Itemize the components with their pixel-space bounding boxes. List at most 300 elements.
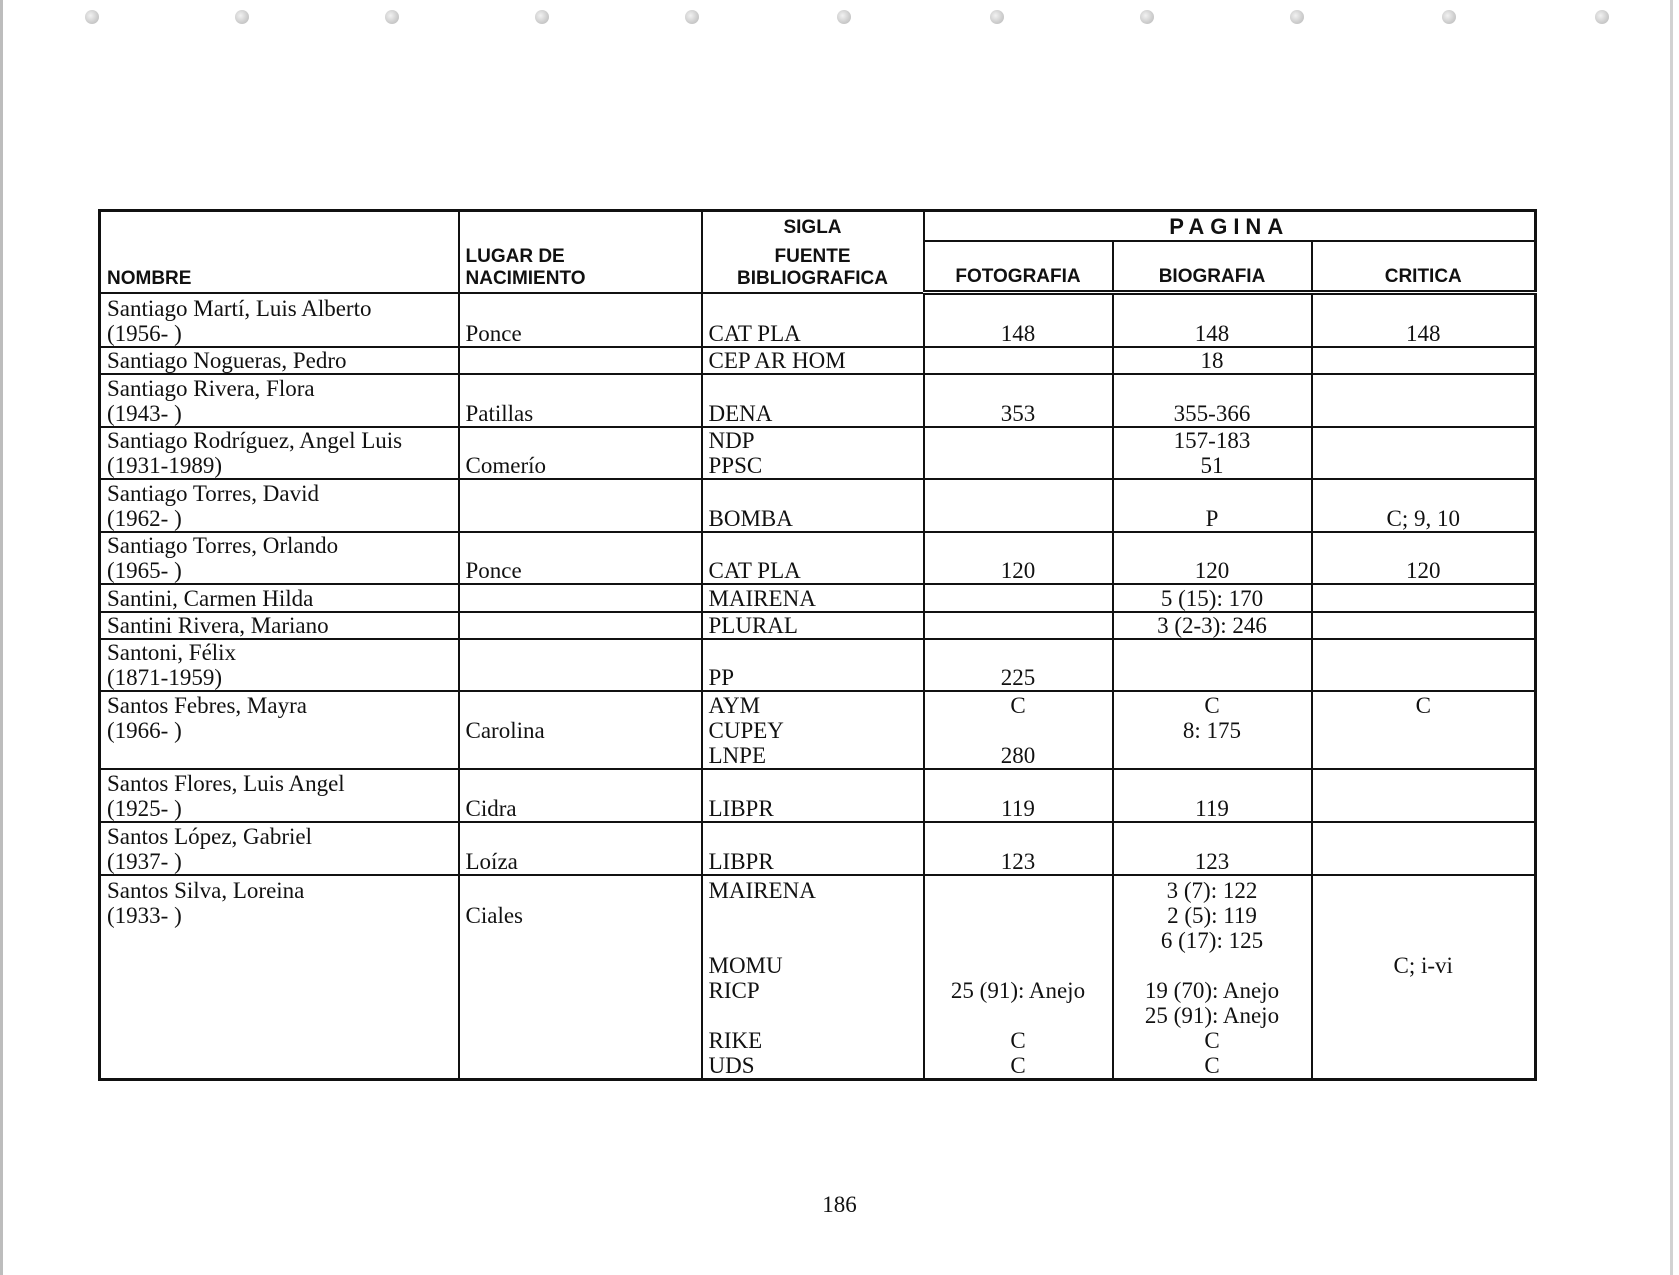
cell-fotografia <box>924 347 1113 374</box>
cell-critica-line <box>1319 771 1529 796</box>
cell-nombre-line: Santos Febres, Mayra <box>107 693 307 719</box>
cell-nombre-line: (1931-1989) <box>107 453 222 479</box>
cell-biografia-line: 51 <box>1200 453 1224 479</box>
cell-critica-line <box>1319 613 1529 638</box>
cell-fotografia-line <box>931 640 1106 665</box>
cell-biografia <box>1113 374 1312 427</box>
cell-nombre-line: (1937- ) <box>107 848 182 874</box>
cell-fotografia <box>924 639 1113 692</box>
cell-sigla-line: BOMBA <box>708 505 793 531</box>
table-row <box>100 374 1536 427</box>
cell-sigla-line: MAIRENA <box>708 585 816 611</box>
cell-biografia-line: C <box>1204 1053 1220 1078</box>
cell-fotografia-line <box>931 824 1106 849</box>
binder-hole <box>1290 10 1304 24</box>
cell-sigla-line: AYM <box>708 693 761 719</box>
cell-lugar-line: Ponce <box>465 320 522 346</box>
cell-sigla-line: CEP AR HOM <box>708 347 846 373</box>
cell-fotografia <box>924 427 1113 480</box>
cell-biografia-line: P <box>1205 505 1219 531</box>
cell-fotografia-line <box>931 613 1106 638</box>
cell-fotografia-line <box>931 348 1106 373</box>
cell-lugar-line <box>466 428 695 453</box>
cell-biografia-line: 119 <box>1195 795 1229 821</box>
table-row <box>100 691 1536 769</box>
cell-nombre-line: Santos Silva, Loreina <box>107 878 305 903</box>
cell-fotografia-line: 225 <box>1000 665 1036 691</box>
cell-lugar-line <box>466 640 695 665</box>
cell-critica-line <box>1319 453 1529 478</box>
table-row <box>100 769 1536 822</box>
cell-sigla-line <box>709 640 917 665</box>
cell-critica-line <box>1319 665 1529 690</box>
cell-fotografia-line: 353 <box>1000 400 1036 426</box>
cell-biografia-line <box>1120 296 1305 321</box>
header-sigla-line3: BIBLIOGRAFICA <box>737 267 888 289</box>
cell-biografia-line: 25 (91): Anejo <box>1144 1003 1280 1028</box>
cell-lugar-line <box>466 824 695 849</box>
cell-critica-line <box>1319 296 1529 321</box>
cell-sigla-line <box>709 481 917 506</box>
cell-critica <box>1312 612 1536 639</box>
cell-critica-line <box>1319 718 1529 743</box>
cell-lugar <box>459 691 702 769</box>
cell-lugar-line <box>466 1053 695 1078</box>
cell-biografia-line: C <box>1204 1028 1220 1053</box>
cell-critica <box>1312 293 1536 347</box>
cell-fotografia-line <box>931 376 1106 401</box>
cell-lugar <box>459 822 702 875</box>
cell-nombre <box>100 427 459 480</box>
cell-biografia-line <box>1120 953 1305 978</box>
cell-lugar-line: Loíza <box>465 848 518 874</box>
cell-biografia <box>1113 479 1312 532</box>
cell-lugar <box>459 769 702 822</box>
cell-nombre-line: Santiago Rodríguez, Angel Luis <box>107 428 403 454</box>
cell-sigla-line: LNPE <box>708 743 766 769</box>
cell-critica <box>1312 479 1536 532</box>
cell-biografia-line <box>1120 665 1305 690</box>
cell-critica-line <box>1319 376 1529 401</box>
cell-lugar-line <box>466 665 695 690</box>
cell-critica <box>1312 822 1536 875</box>
cell-critica-line: 148 <box>1406 320 1441 346</box>
cell-nombre <box>100 822 459 875</box>
cell-biografia-line: 6 (17): 125 <box>1160 928 1264 953</box>
table-row <box>100 427 1536 480</box>
cell-biografia <box>1113 822 1312 875</box>
cell-critica-line <box>1319 878 1529 903</box>
cell-biografia <box>1113 427 1312 480</box>
cell-biografia-line <box>1120 824 1305 849</box>
cell-sigla <box>702 374 924 427</box>
cell-lugar-line <box>466 878 695 903</box>
header-sigla-line2: FUENTE <box>774 245 851 267</box>
cell-nombre-line: (1871-1959) <box>107 665 222 691</box>
cell-nombre-line: Santiago Nogueras, Pedro <box>107 347 347 373</box>
cell-nombre <box>100 769 459 822</box>
cell-lugar <box>459 479 702 532</box>
cell-sigla-line <box>709 1003 917 1028</box>
cell-lugar-line <box>466 533 695 558</box>
page-left-edge <box>0 0 3 1275</box>
cell-nombre-line <box>107 953 452 978</box>
cell-sigla <box>702 612 924 639</box>
table-body <box>100 293 1536 1080</box>
cell-biografia-line: 8: 175 <box>1182 718 1242 744</box>
page-number: 186 <box>822 1192 857 1217</box>
table-row <box>100 293 1536 347</box>
cell-fotografia-line <box>931 586 1106 611</box>
cell-critica-line <box>1319 743 1529 768</box>
cell-critica-line <box>1319 903 1529 928</box>
cell-lugar-line <box>466 481 695 506</box>
cell-lugar-line <box>466 506 695 531</box>
cell-nombre-line <box>107 928 452 953</box>
cell-nombre-line: Santini Rivera, Mariano <box>107 612 329 638</box>
cell-sigla-line: UDS <box>708 1053 755 1078</box>
cell-biografia <box>1113 584 1312 611</box>
cell-biografia-line <box>1120 533 1305 558</box>
cell-lugar-line <box>466 1003 695 1028</box>
cell-biografia <box>1113 532 1312 585</box>
cell-sigla <box>702 875 924 1080</box>
cell-biografia-line <box>1120 376 1305 401</box>
cell-critica-line: C; i-vi <box>1393 953 1453 978</box>
cell-biografia <box>1113 639 1312 692</box>
cell-biografia <box>1113 875 1312 1080</box>
cell-nombre-line <box>107 1003 452 1028</box>
cell-lugar <box>459 639 702 692</box>
cell-fotografia <box>924 479 1113 532</box>
cell-biografia-line: 157-183 <box>1173 428 1251 454</box>
binder-hole <box>1140 10 1154 24</box>
cell-fotografia <box>924 875 1113 1080</box>
binder-hole <box>85 10 99 24</box>
cell-sigla-line <box>709 903 917 928</box>
bibliography-table <box>98 209 1537 1081</box>
cell-critica <box>1312 427 1536 480</box>
cell-fotografia-line <box>931 506 1106 531</box>
cell-nombre-line: (1966- ) <box>107 718 182 744</box>
cell-fotografia-line <box>931 771 1106 796</box>
cell-nombre-line: Santos Flores, Luis Angel <box>107 770 345 796</box>
cell-biografia <box>1113 612 1312 639</box>
cell-sigla-line: CUPEY <box>708 718 784 744</box>
cell-sigla <box>702 691 924 769</box>
cell-fotografia <box>924 769 1113 822</box>
cell-lugar-line <box>466 978 695 1003</box>
cell-sigla-line: PP <box>708 665 735 691</box>
cell-fotografia-line <box>931 928 1106 953</box>
binder-hole <box>1442 10 1456 24</box>
cell-lugar-line: Patillas <box>465 400 534 426</box>
cell-sigla-line <box>709 533 917 558</box>
cell-fotografia-line <box>931 453 1106 478</box>
cell-biografia-line: 5 (15): 170 <box>1160 585 1264 611</box>
cell-fotografia <box>924 532 1113 585</box>
cell-sigla-line: DENA <box>708 400 773 426</box>
cell-fotografia-line <box>931 718 1106 743</box>
cell-sigla-line <box>709 824 917 849</box>
cell-critica-line: C; 9, 10 <box>1386 505 1460 531</box>
cell-fotografia-line: 280 <box>1000 743 1036 769</box>
cell-nombre-line: Santiago Torres, David <box>107 480 319 506</box>
table-row <box>100 479 1536 532</box>
cell-sigla <box>702 293 924 347</box>
cell-sigla-line: LIBPR <box>708 848 774 874</box>
cell-critica-line <box>1319 849 1529 874</box>
cell-lugar-line <box>466 296 695 321</box>
cell-nombre-line: Santiago Martí, Luis Alberto <box>107 295 372 321</box>
binder-hole <box>535 10 549 24</box>
cell-lugar-line: Cidra <box>465 795 517 821</box>
cell-biografia-line: 120 <box>1194 558 1230 584</box>
cell-sigla-line: PLURAL <box>708 612 798 638</box>
cell-lugar-line <box>466 613 695 638</box>
cell-critica-line <box>1319 1003 1529 1028</box>
table-header <box>100 211 1536 293</box>
binder-hole <box>385 10 399 24</box>
binder-holes <box>0 10 1679 30</box>
header-lugar-line2: NACIMIENTO <box>465 267 586 289</box>
cell-sigla-line: RICP <box>708 978 760 1003</box>
cell-sigla-line <box>709 376 917 401</box>
cell-biografia <box>1113 347 1312 374</box>
cell-fotografia-line: C <box>1010 1053 1026 1078</box>
cell-fotografia-line: 119 <box>1001 795 1035 821</box>
header-pagina: PAGINA <box>924 211 1536 241</box>
cell-critica-line <box>1319 1053 1529 1078</box>
cell-nombre-line <box>107 978 452 1003</box>
binder-hole <box>837 10 851 24</box>
cell-fotografia-line: 148 <box>1000 320 1036 346</box>
header-nombre-label: NOMBRE <box>107 267 192 289</box>
header-critica: CRITICA <box>1312 241 1536 293</box>
cell-nombre-line: Santiago Torres, Orlando <box>107 533 339 559</box>
header-biografia: BIOGRAFIA <box>1113 241 1312 293</box>
cell-nombre <box>100 532 459 585</box>
cell-sigla-line: MOMU <box>708 953 783 978</box>
page-right-edge <box>1670 0 1673 1275</box>
cell-sigla-line: PPSC <box>708 453 763 479</box>
cell-biografia-line <box>1120 481 1305 506</box>
cell-nombre-line <box>107 1028 452 1053</box>
cell-lugar-line <box>466 586 695 611</box>
cell-critica-line <box>1319 586 1529 611</box>
cell-lugar <box>459 347 702 374</box>
cell-critica-line <box>1319 481 1529 506</box>
cell-nombre <box>100 639 459 692</box>
cell-nombre-line: (1925- ) <box>107 795 182 821</box>
cell-fotografia <box>924 584 1113 611</box>
binder-hole <box>1595 10 1609 24</box>
cell-nombre-line: (1965- ) <box>107 558 182 584</box>
cell-nombre-line: (1956- ) <box>107 320 182 346</box>
cell-nombre-line: (1962- ) <box>107 505 182 531</box>
cell-critica-line: 120 <box>1406 558 1441 584</box>
cell-fotografia <box>924 691 1113 769</box>
cell-fotografia-line: 120 <box>1000 558 1036 584</box>
cell-fotografia-line <box>931 1003 1106 1028</box>
cell-sigla-line: MAIRENA <box>708 878 816 903</box>
cell-nombre-line: (1943- ) <box>107 400 182 426</box>
cell-nombre <box>100 293 459 347</box>
cell-lugar-line: Ciales <box>465 903 523 928</box>
cell-critica <box>1312 875 1536 1080</box>
table-row <box>100 612 1536 639</box>
cell-sigla-line: CAT PLA <box>708 558 801 584</box>
cell-lugar <box>459 374 702 427</box>
cell-biografia <box>1113 293 1312 347</box>
cell-fotografia-line: C <box>1010 1028 1026 1053</box>
cell-biografia-line: 148 <box>1194 320 1230 346</box>
cell-fotografia-line <box>931 296 1106 321</box>
cell-critica-line <box>1319 1028 1529 1053</box>
cell-critica-line <box>1319 640 1529 665</box>
cell-nombre-line: Santos López, Gabriel <box>107 823 313 849</box>
cell-nombre <box>100 691 459 769</box>
cell-critica-line <box>1319 401 1529 426</box>
cell-critica-line: C <box>1415 693 1431 719</box>
cell-sigla <box>702 427 924 480</box>
cell-critica-line <box>1319 978 1529 1003</box>
cell-critica-line <box>1319 533 1529 558</box>
cell-fotografia <box>924 374 1113 427</box>
cell-nombre <box>100 374 459 427</box>
cell-biografia-line: 123 <box>1194 848 1230 874</box>
cell-nombre <box>100 479 459 532</box>
cell-lugar <box>459 293 702 347</box>
cell-sigla <box>702 769 924 822</box>
table-row <box>100 822 1536 875</box>
cell-lugar-line <box>466 771 695 796</box>
cell-fotografia-line: C <box>1010 693 1026 719</box>
cell-sigla-line <box>709 296 917 321</box>
header-sigla <box>702 211 924 293</box>
table-row <box>100 347 1536 374</box>
cell-critica <box>1312 639 1536 692</box>
binder-hole <box>990 10 1004 24</box>
cell-nombre <box>100 612 459 639</box>
cell-fotografia-line <box>931 533 1106 558</box>
cell-sigla <box>702 639 924 692</box>
cell-fotografia-line <box>931 953 1106 978</box>
cell-biografia-line: 19 (70): Anejo <box>1144 978 1280 1003</box>
header-fotografia: FOTOGRAFIA <box>924 241 1113 293</box>
cell-lugar-line: Comerío <box>465 453 546 479</box>
cell-sigla <box>702 479 924 532</box>
cell-nombre-line <box>107 743 452 768</box>
header-sigla-line1: SIGLA <box>783 216 842 238</box>
cell-biografia-line: 3 (2-3): 246 <box>1157 612 1267 638</box>
cell-sigla-line <box>709 928 917 953</box>
cell-nombre-line: Santoni, Félix <box>107 640 237 666</box>
cell-lugar-line <box>466 1028 695 1053</box>
cell-lugar-line <box>466 376 695 401</box>
cell-sigla-line: NDP <box>708 428 755 454</box>
binder-hole <box>685 10 699 24</box>
cell-biografia-line <box>1120 743 1305 768</box>
cell-lugar <box>459 875 702 1080</box>
header-lugar <box>459 211 702 293</box>
header-lugar-line1: LUGAR DE <box>465 245 565 267</box>
cell-lugar-line: Carolina <box>465 718 545 744</box>
cell-fotografia-line <box>931 903 1106 928</box>
cell-biografia-line <box>1120 771 1305 796</box>
cell-biografia <box>1113 691 1312 769</box>
cell-critica-line <box>1319 428 1529 453</box>
cell-biografia-line: 355-366 <box>1173 400 1251 426</box>
cell-lugar-line <box>466 953 695 978</box>
cell-fotografia <box>924 822 1113 875</box>
cell-sigla-line <box>709 771 917 796</box>
cell-biografia-line <box>1120 640 1305 665</box>
table-row <box>100 584 1536 611</box>
cell-lugar <box>459 532 702 585</box>
cell-fotografia-line <box>931 428 1106 453</box>
cell-sigla-line: LIBPR <box>708 795 774 821</box>
cell-lugar <box>459 612 702 639</box>
cell-nombre-line: Santiago Rivera, Flora <box>107 375 315 401</box>
cell-nombre <box>100 347 459 374</box>
cell-nombre <box>100 875 459 1080</box>
cell-biografia-line: 18 <box>1200 347 1224 373</box>
cell-lugar <box>459 584 702 611</box>
cell-lugar <box>459 427 702 480</box>
cell-critica <box>1312 374 1536 427</box>
cell-fotografia-line <box>931 878 1106 903</box>
cell-critica <box>1312 769 1536 822</box>
cell-sigla-line: RIKE <box>708 1028 763 1053</box>
cell-nombre-line <box>107 1053 452 1078</box>
cell-sigla-line: CAT PLA <box>708 320 801 346</box>
cell-lugar-line <box>466 928 695 953</box>
cell-critica <box>1312 691 1536 769</box>
cell-critica-line <box>1319 824 1529 849</box>
cell-fotografia-line <box>931 481 1106 506</box>
cell-fotografia-line: 25 (91): Anejo <box>950 978 1086 1003</box>
cell-sigla <box>702 584 924 611</box>
cell-sigla <box>702 532 924 585</box>
binder-hole <box>235 10 249 24</box>
cell-lugar-line <box>466 348 695 373</box>
cell-sigla <box>702 822 924 875</box>
cell-fotografia <box>924 293 1113 347</box>
cell-critica-line <box>1319 928 1529 953</box>
table-row <box>100 639 1536 692</box>
cell-lugar-line <box>466 693 695 718</box>
cell-critica <box>1312 347 1536 374</box>
cell-critica <box>1312 584 1536 611</box>
table-row <box>100 875 1536 1080</box>
cell-lugar-line <box>466 743 695 768</box>
cell-critica-line <box>1319 348 1529 373</box>
cell-critica-line <box>1319 796 1529 821</box>
cell-critica <box>1312 532 1536 585</box>
cell-sigla <box>702 347 924 374</box>
cell-lugar-line: Ponce <box>465 558 522 584</box>
table-row <box>100 532 1536 585</box>
cell-biografia <box>1113 769 1312 822</box>
cell-biografia-line: 3 (7): 122 <box>1166 878 1258 903</box>
cell-fotografia-line: 123 <box>1000 848 1036 874</box>
header-nombre <box>100 211 459 293</box>
cell-nombre-line: (1933- ) <box>107 903 182 928</box>
cell-fotografia <box>924 612 1113 639</box>
cell-biografia-line: 2 (5): 119 <box>1167 903 1257 928</box>
cell-biografia-line: C <box>1204 693 1220 719</box>
